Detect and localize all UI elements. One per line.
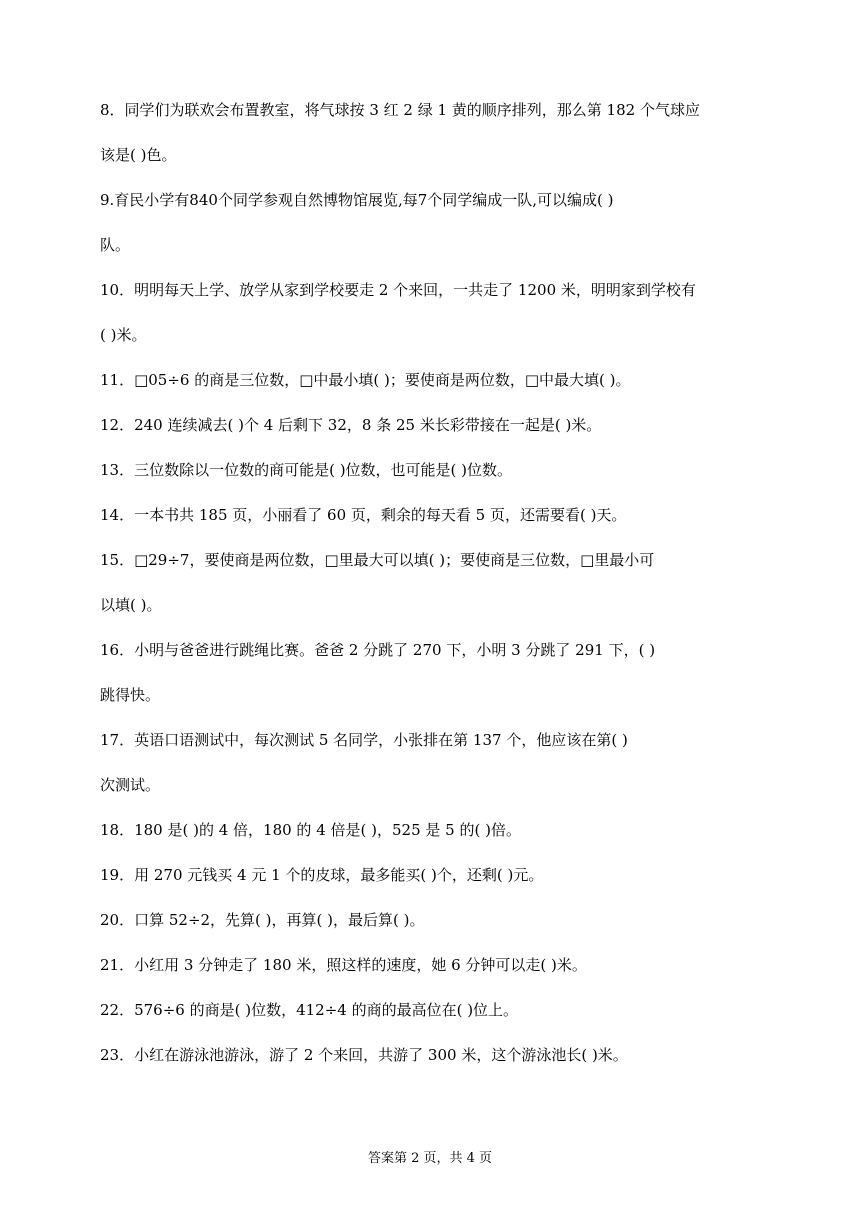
question-8-line-1: 8．同学们为联欢会布置教室，将气球按 3 红 2 绿 1 黄的顺序排列，那么第 182 个气球应 xyxy=(100,101,700,119)
question-15-line-2: 以填( )。 xyxy=(100,596,162,614)
question-16-line-1: 16．小明与爸爸进行跳绳比赛。爸爸 2 分跳了 270 下，小明 3 分跳了 291 下，( ) xyxy=(100,641,656,659)
question-18: 18．180 是( )的 4 倍，180 的 4 倍是( )，525 是 5 的( )倍。 xyxy=(100,821,521,839)
question-21: 21．小红用 3 分钟走了 180 米，照这样的速度，她 6 分钟可以走( )米。 xyxy=(100,956,587,974)
question-22: 22．576÷6 的商是( )位数，412÷4 的商的最高位在( )位上。 xyxy=(100,1001,519,1019)
page-footer: 答案第 2 页，共 4 页 xyxy=(367,1151,493,1166)
question-20: 20．口算 52÷2，先算( )，再算( )，最后算( )。 xyxy=(100,911,425,929)
question-19: 19．用 270 元钱买 4 元 1 个的皮球，最多能买( )个，还剩( )元。 xyxy=(100,866,544,884)
question-9-line-1: 9.育民小学有840个同学参观自然博物馆展览,每7个同学编成一队,可以编成( ) xyxy=(100,191,614,209)
question-16-line-2: 跳得快。 xyxy=(100,686,161,704)
question-13: 13．三位数除以一位数的商可能是( )位数，也可能是( )位数。 xyxy=(100,461,513,479)
question-14: 14．一本书共 185 页，小丽看了 60 页，剩余的每天看 5 页，还需要看( )天。 xyxy=(100,506,627,524)
question-list xyxy=(100,88,762,1078)
question-12: 12．240 连续减去( )个 4 后剩下 32，8 条 25 米长彩带接在一起是( )米。 xyxy=(100,416,602,434)
question-11: 11．□05÷6 的商是三位数，□中最小填( )；要使商是两位数，□中最大填( )。 xyxy=(100,371,631,389)
question-17-line-1: 17．英语口语测试中，每次测试 5 名同学，小张排在第 137 个，他应该在第( ) xyxy=(100,731,628,749)
question-8-line-2: 该是( )色。 xyxy=(100,146,177,164)
question-10-line-1: 10．明明每天上学、放学从家到学校要走 2 个来回，一共走了 1200 米，明明家到学校有 xyxy=(100,281,696,299)
question-10-line-2: ( )米。 xyxy=(100,326,147,344)
question-23: 23．小红在游泳池游泳，游了 2 个来回，共游了 300 米，这个游泳池长( )米。 xyxy=(100,1046,628,1064)
question-17-line-2: 次测试。 xyxy=(100,776,161,794)
question-9-line-2: 队。 xyxy=(100,236,131,254)
question-15-line-1: 15．□29÷7，要使商是两位数，□里最大可以填( )；要使商是三位数，□里最小可 xyxy=(100,551,655,569)
